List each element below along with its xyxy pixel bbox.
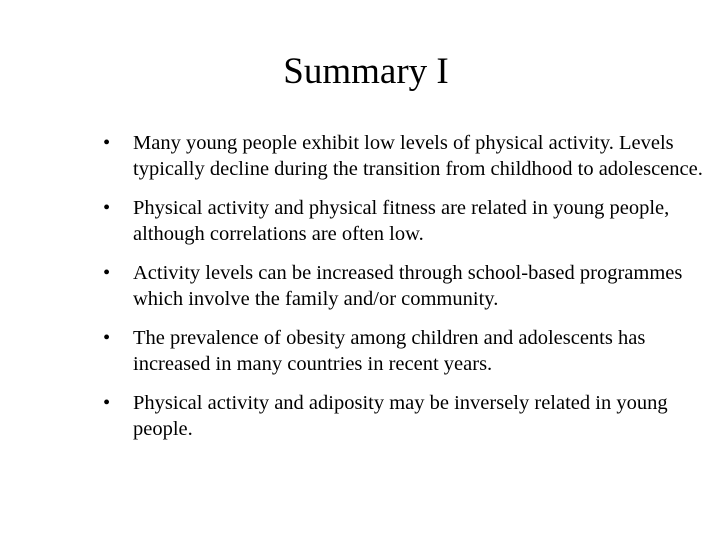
bullet-icon: • [103,392,111,414]
bullet-item [103,130,703,182]
slide-title: Summary I [283,51,449,92]
bullet-icon: • [103,262,111,284]
bullet-item [103,325,703,377]
bullet-icon: • [103,132,111,154]
bullet-item [103,260,703,312]
bullet-text: The prevalence of obesity among children and adolescents has increased in many countries in recent years. [133,327,646,375]
bullet-icon: • [103,327,111,349]
bullet-text: Physical activity and physical fitness are related in young people, although correlations are often low. [133,197,670,245]
bullet-item [103,390,703,442]
bullet-icon: • [103,197,111,219]
bullet-item [103,195,703,247]
bullet-text: Physical activity and adiposity may be inversely related in young people. [133,392,668,440]
bullet-text: Many young people exhibit low levels of physical activity. Levels typically decline during the transition from childhood to adolescence. [133,132,703,180]
bullet-list [103,130,703,455]
bullet-text: Activity levels can be increased through school-based programmes which involve the family and/or community. [133,262,683,310]
